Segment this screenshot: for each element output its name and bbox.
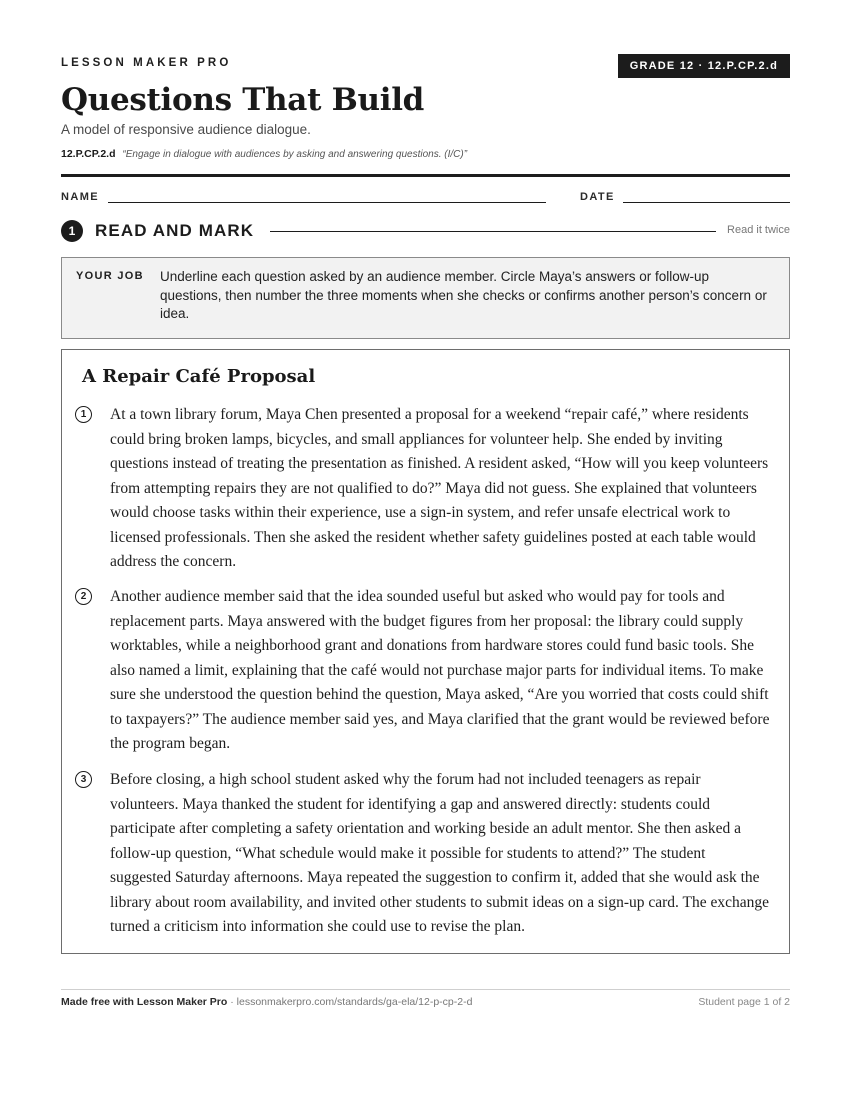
header-divider bbox=[61, 174, 790, 177]
instructions-label: YOUR JOB bbox=[76, 270, 144, 282]
name-field[interactable] bbox=[108, 202, 546, 203]
brand-name: LESSON MAKER PRO bbox=[61, 57, 232, 69]
section-divider bbox=[270, 231, 716, 232]
page-title: Questions That Build bbox=[61, 82, 425, 118]
grade-badge: GRADE 12 · 12.P.CP.2.d bbox=[618, 54, 790, 78]
standard-code: 12.P.CP.2.d bbox=[61, 148, 116, 160]
date-field[interactable] bbox=[623, 202, 790, 203]
section-note: Read it twice bbox=[727, 224, 790, 236]
page-subtitle: A model of responsive audience dialogue. bbox=[61, 122, 311, 137]
paragraph-number: 2 bbox=[75, 588, 92, 605]
instructions-text: Underline each question asked by an audience member. Circle Maya’s answers or follow-up questions, then number the three moments when she checks or confirms another person’s concern or idea. bbox=[160, 269, 767, 321]
name-date-row bbox=[61, 190, 790, 206]
section-title: READ AND MARK bbox=[95, 221, 255, 240]
section-header bbox=[61, 219, 790, 243]
standard-line bbox=[61, 148, 467, 160]
footer-credit bbox=[61, 996, 472, 1008]
instructions-box bbox=[61, 257, 790, 339]
footer-url-link[interactable]: lessonmakerpro.com/standards/ga-ela/12-p-cp-2-d bbox=[236, 996, 473, 1008]
standard-description: “Engage in dialogue with audiences by asking and answering questions. (I/C)” bbox=[122, 149, 468, 160]
paragraph-number: 3 bbox=[75, 771, 92, 788]
top-bar bbox=[61, 54, 790, 78]
section-number-badge: 1 bbox=[61, 220, 83, 242]
paragraph-number: 1 bbox=[75, 406, 92, 423]
footer-separator: · bbox=[227, 996, 237, 1008]
page-number: Student page 1 of 2 bbox=[698, 996, 790, 1008]
passage-box bbox=[61, 349, 790, 954]
paragraph-text: Before closing, a high school student asked why the forum had not included teenagers as repair volunteers. Maya thanked the student for identifying a gap and answered directly: students could participate after completing a safety orientation and working beside an adult mentor. She then asked a follow-up question, “What schedule would make it possible for students to attend?” The student suggested Saturday afternoons. Maya repeated the suggestion to confirm it, added that she would ask the library about room availability, and invited other students to submit ideas on a sign-up card. The exchange turned a criticism into information she could use to revise the plan. bbox=[110, 771, 770, 935]
name-label: NAME bbox=[61, 191, 99, 203]
paragraph-text: Another audience member said that the idea sounded useful but asked who would pay for tools and replacement parts. Maya answered with the budget figures from her proposal: the library could supply worktables, while a neighborhood grant and donations from hardware stores could fund basic tools. She also named a limit, explaining that the café would not purchase major parts for individual items. To make sure she understood the question behind the question, Maya asked, “Are you worried that costs could shift to taxpayers?” The audience member said yes, and Maya clarified that the grant would be reviewed before the program began. bbox=[110, 588, 770, 752]
footer-divider bbox=[61, 989, 790, 990]
passage-title: A Repair Café Proposal bbox=[82, 366, 316, 387]
date-label: DATE bbox=[580, 191, 615, 203]
paragraph-text: At a town library forum, Maya Chen presented a proposal for a weekend “repair café,” where residents could bring broken lamps, bicycles, and small appliances for volunteer help. She ended by inviting questions instead of treating the presentation as finished. A resident asked, “How will you keep volunteers from attempting repairs they are not qualified to do?” Maya did not guess. She explained that volunteers would choose tasks within their experience, use a sign-in system, and refer unsafe electrical work to licensed professionals. Then she asked the resident whether safety guidelines posted at each table would address the concern. bbox=[110, 406, 769, 570]
footer-made-with: Made free with Lesson Maker Pro bbox=[61, 996, 228, 1008]
